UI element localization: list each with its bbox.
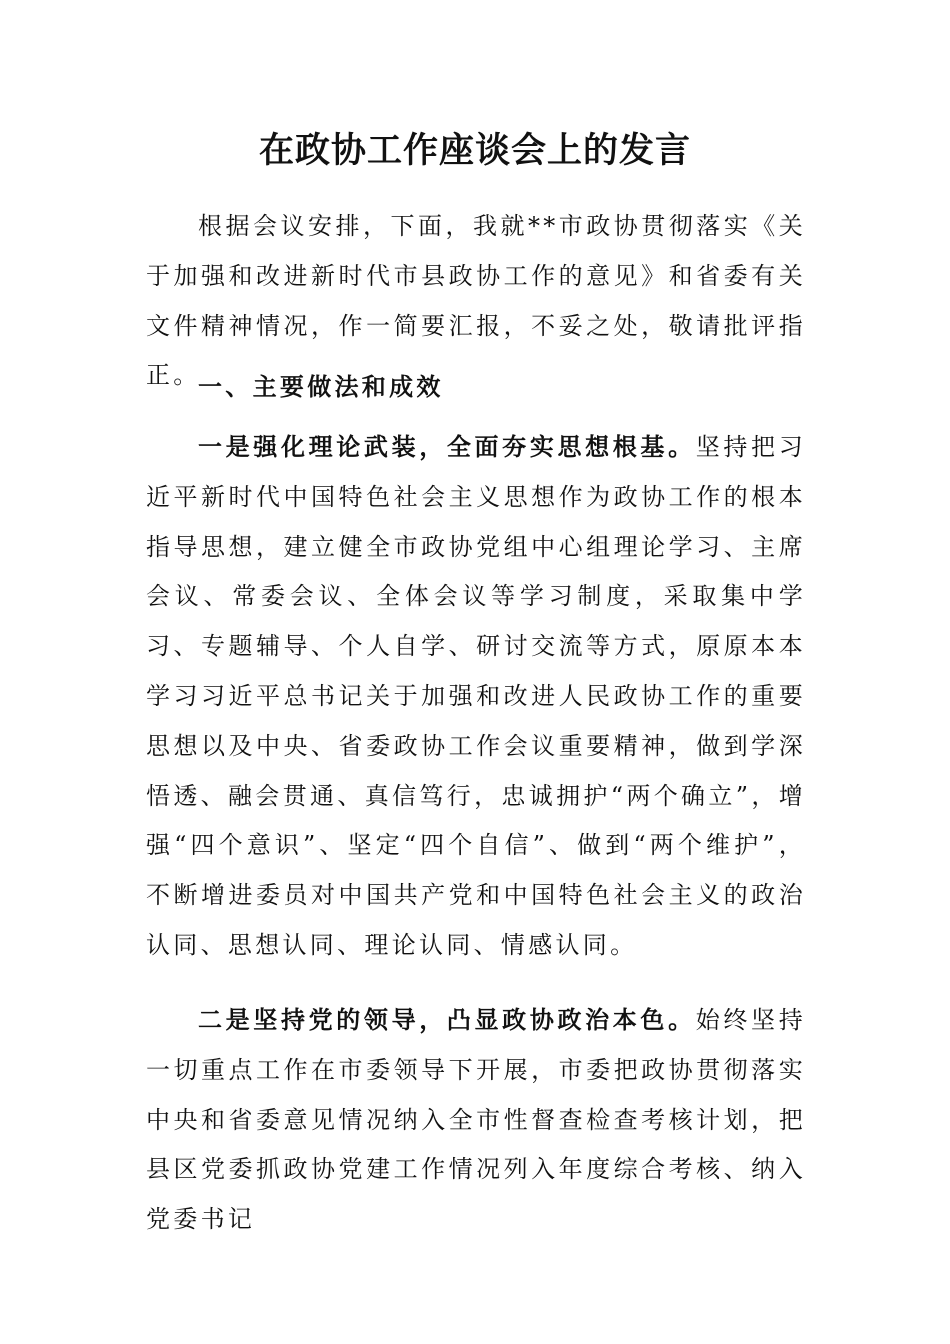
point-two-body: 始终坚持一切重点工作在市委领导下开展，市委把政协贯彻落实中央和省委意见情况纳入全市性督查检查考核计划，把县区党委抓政协党建工作情况列入年度综合考核、纳入党委书记 [146,1006,806,1234]
point-two-lead: 二是坚持党的领导，凸显政协政治本色。 [198,1005,696,1034]
intro-paragraph: 根据会议安排，下面，我就**市政协贯彻落实《关于加强和改进新时代市县政协工作的意见》和省委有关文件精神情况，作一简要汇报，不妥之处，敬请批评指正。 [146,212,806,390]
point-two-paragraph [146,995,806,1245]
document-title: 在政协工作座谈会上的发言 [258,130,691,171]
point-one-body: 坚持把习近平新时代中国特色社会主义思想作为政协工作的根本指导思想，建立健全市政协党组中心组理论学习、主席会议、常委会议、全体会议等学习制度，采取集中学习、专题辅导、个人自学、研讨交流等方式，原原本本学习习近平总书记关于加强和改进人民政协工作的重要思想以及中央、省委政协工作会议重要精神，做到学深悟透、融会贯通、真信笃行，忠诚拥护“两个确立”，增强“四个意识”、坚定“四个自信”、做到“两个维护”，不断增进委员对中国共产党和中国特色社会主义的政治认同、思想认同、理论认同、情感认同。 [146,433,806,959]
point-one-paragraph [146,422,806,971]
section-heading: 一、主要做法和成效 [198,372,444,401]
point-one-lead: 一是强化理论武装，全面夯实思想根基。 [198,432,696,461]
